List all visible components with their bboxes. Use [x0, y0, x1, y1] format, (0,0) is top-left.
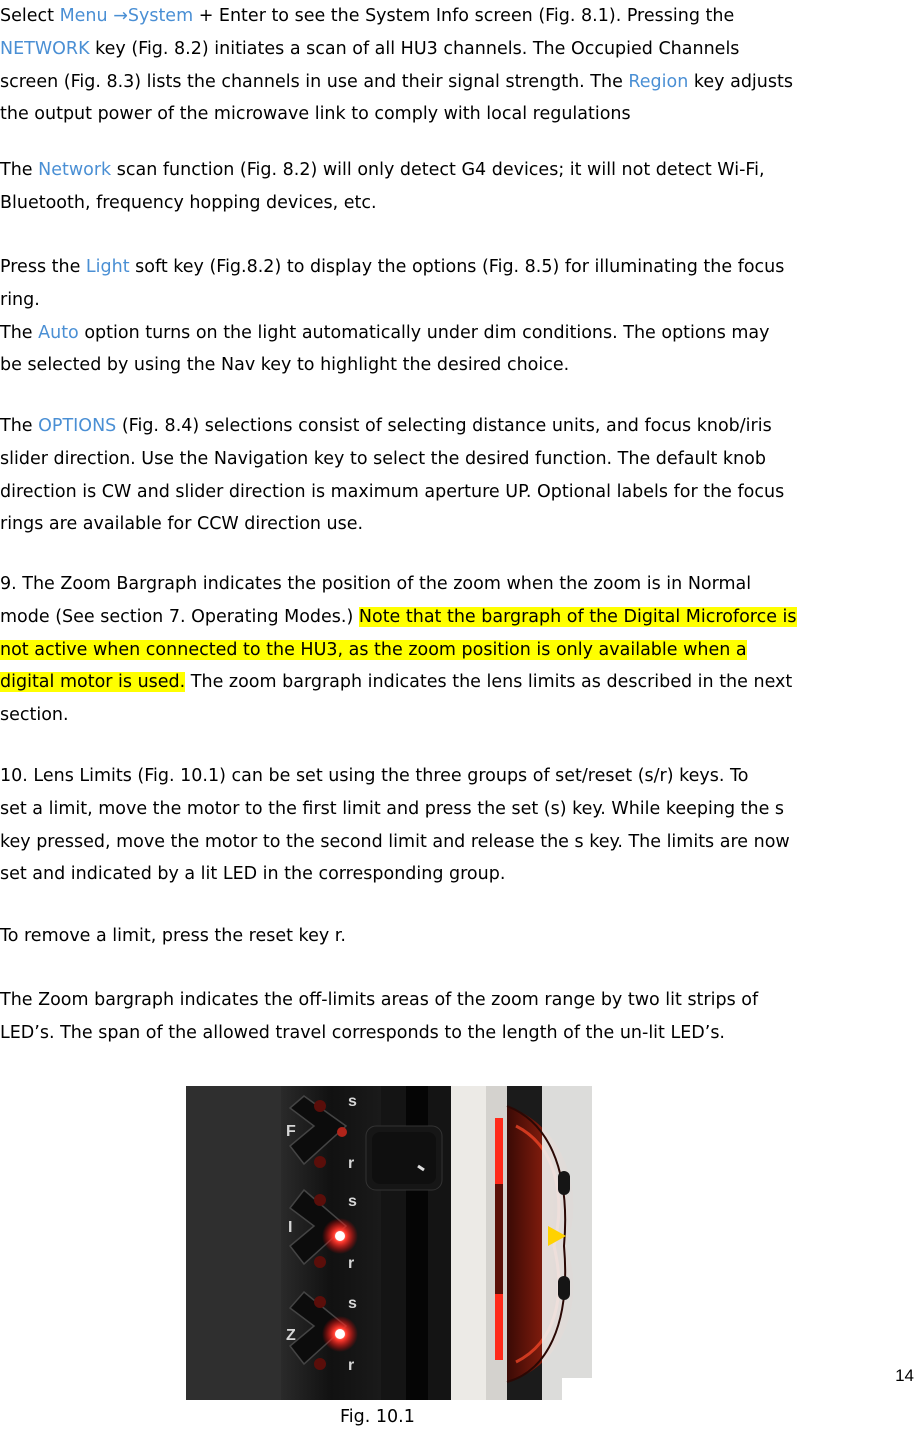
paragraph-remove-limit	[0, 920, 918, 953]
reset-key-label: r	[348, 1255, 355, 1272]
text: To remove a limit, press the reset key r.	[0, 926, 346, 946]
highlighted-note: not active when connected to the HU3, as the zoom position is only available when a	[0, 639, 747, 660]
network-keyword: NETWORK	[0, 38, 90, 59]
text: the output power of the microwave link to comply with local regulations	[0, 104, 631, 125]
text: soft key (Fig.8.2) to display the options (Fig. 8.5) for illuminating the focus	[129, 257, 785, 277]
text: The Zoom bargraph indicates the off-limits areas of the zoom range by two lit strips of	[0, 990, 759, 1010]
text: LED’s. The span of the allowed travel corresponds to the length of the un-lit LED’s.	[0, 1022, 725, 1043]
text: mode (See section 7. Operating Modes.)	[0, 606, 359, 627]
set-key-label: s	[348, 1295, 357, 1312]
focus-group-label: F	[286, 1123, 296, 1140]
arrow: →	[107, 6, 128, 26]
paragraph-zoom-bargraph	[0, 568, 918, 732]
page-number: 14	[895, 1366, 914, 1385]
network-keyword: Network	[38, 160, 112, 180]
zoom-group-label: Z	[286, 1327, 296, 1344]
paragraph-network-scan	[0, 154, 918, 220]
text: direction is CW and slider direction is maximum aperture UP. Optional labels for the focus	[0, 481, 785, 502]
paragraph-offlimit-strips	[0, 984, 918, 1050]
text: slider direction. Use the Navigation key to select the desired function. The default knob	[0, 448, 766, 469]
text: screen (Fig. 8.3) lists the channels in use and their signal strength. The	[0, 71, 629, 92]
text: be selected by using the Nav key to highlight the desired choice.	[0, 355, 570, 376]
text: section.	[0, 705, 69, 726]
text: option turns on the light automatically under dim conditions. The options may	[78, 322, 770, 343]
text: set and indicated by a lit LED in the corresponding group.	[0, 864, 506, 885]
text: scan function (Fig. 8.2) will only detect G4 devices; it will not detect Wi-Fi,	[111, 160, 765, 180]
menu-keyword: Menu	[59, 6, 108, 26]
paragraph-light	[0, 251, 918, 382]
text: 10. Lens Limits (Fig. 10.1) can be set using the three groups of set/reset (s/r) keys. To	[0, 766, 749, 786]
reset-key-label: r	[348, 1357, 355, 1374]
text: set a limit, move the motor to the first limit and press the set (s) key. While keeping the s	[0, 798, 785, 819]
text: Press the	[0, 257, 86, 277]
text: key (Fig. 8.2) initiates a scan of all HU3 channels. The Occupied Channels	[89, 38, 740, 59]
light-keyword: Light	[85, 257, 130, 277]
paragraph-lens-limits	[0, 760, 918, 891]
iris-group-label: I	[288, 1219, 293, 1236]
text: key pressed, move the motor to the second limit and release the s key. The limits are now	[0, 831, 790, 852]
highlighted-note: digital motor is used.	[0, 672, 186, 693]
lens-limits-photo	[186, 1086, 592, 1400]
text: + Enter to see the System Info screen (Fig. 8.1). Pressing the	[193, 6, 735, 26]
figure-caption: Fig. 10.1	[340, 1407, 415, 1427]
text: (Fig. 8.4) selections consist of selecting distance units, and focus knob/iris	[116, 416, 772, 436]
text: ring.	[0, 289, 40, 310]
paragraph-system-info	[0, 0, 918, 131]
text: The	[0, 416, 39, 436]
region-keyword: Region	[628, 71, 689, 92]
set-key-label: s	[348, 1093, 357, 1110]
options-keyword: OPTIONS	[38, 416, 117, 436]
text: Bluetooth, frequency hopping devices, etc.	[0, 192, 377, 213]
text: The	[0, 160, 39, 180]
hand-unit-illustration	[186, 1086, 592, 1400]
paragraph-options	[0, 410, 918, 541]
text: key adjusts	[688, 71, 793, 92]
text: rings are available for CCW direction use.	[0, 514, 364, 535]
text: 9. The Zoom Bargraph indicates the position of the zoom when the zoom is in Normal	[0, 574, 752, 594]
highlighted-note: Note that the bargraph of the Digital Microforce is	[358, 606, 797, 627]
text: The	[0, 322, 39, 343]
reset-key-label: r	[348, 1155, 355, 1172]
text: The zoom bargraph indicates the lens limits as described in the next	[185, 672, 793, 693]
set-key-label: s	[348, 1193, 357, 1210]
auto-keyword: Auto	[38, 322, 79, 343]
text: Select	[0, 6, 60, 26]
system-keyword: System	[127, 6, 194, 26]
